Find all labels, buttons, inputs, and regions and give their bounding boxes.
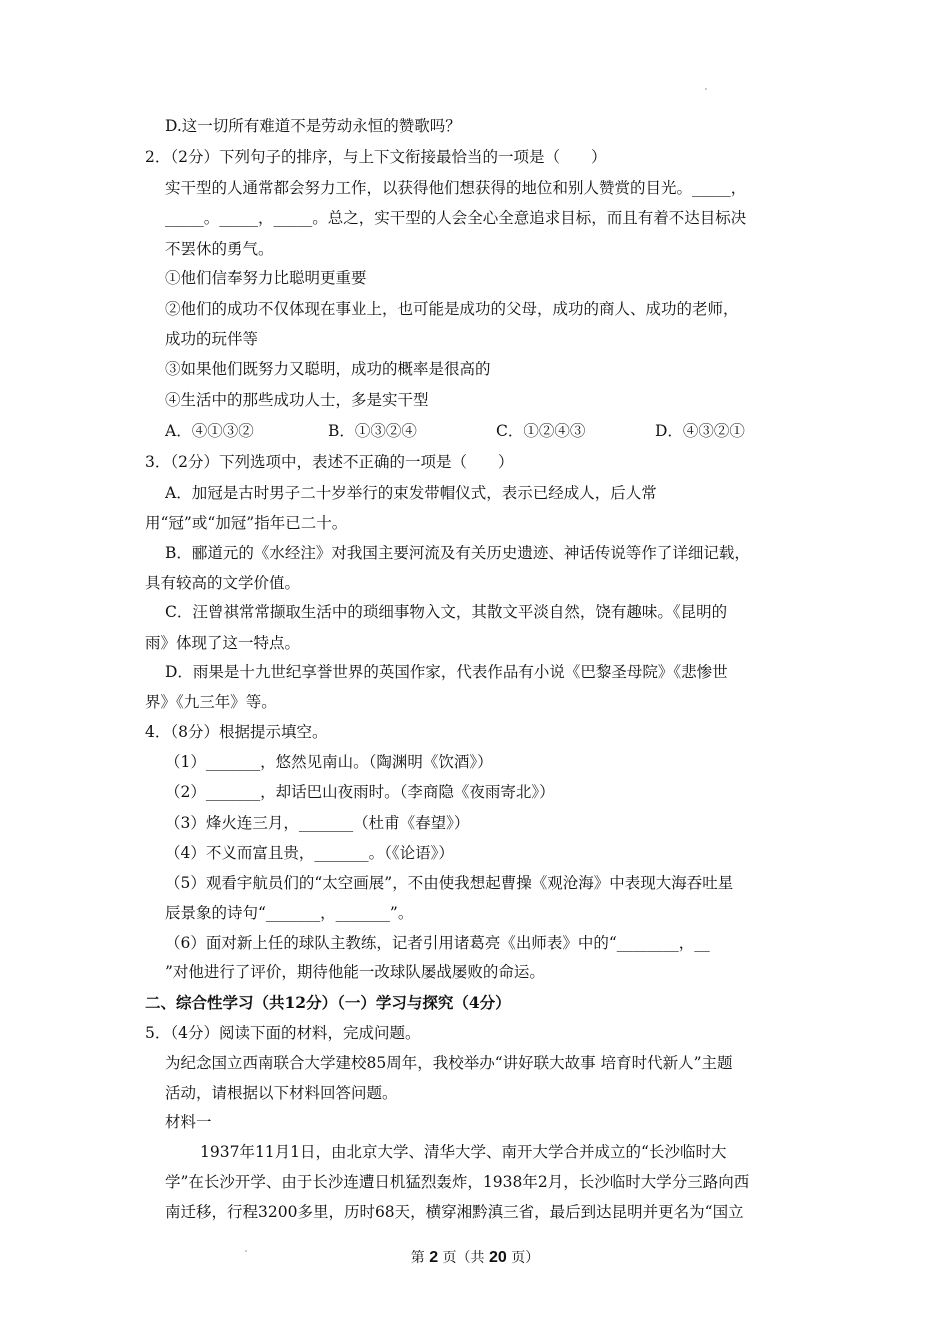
footer-page-number: 2 bbox=[429, 1249, 439, 1266]
q3-option-c: C．汪曾祺常常撷取生活中的琐细事物入文，其散文平淡自然，饶有趣味。《昆明的 bbox=[165, 603, 728, 621]
material-paragraph: 1937年11月1日，由北京大学、清华大学、南开大学合并成立的“长沙临时大 bbox=[200, 1143, 727, 1161]
q4-item-6-cont: ”对他进行了评价，期待他能一改球队屡战屡败的命运。 bbox=[165, 963, 545, 981]
q2-option-a: A．④①③② bbox=[165, 422, 254, 440]
footer-mid: 页（共 bbox=[442, 1250, 485, 1266]
q2-sentence-2: ②他们的成功不仅体现在事业上，也可能是成功的父母，成功的商人、成功的老师， bbox=[165, 300, 739, 318]
scan-speck bbox=[705, 88, 707, 90]
q2-option-d: D．④③②① bbox=[655, 422, 745, 440]
q3-option-a: A．加冠是古时男子二十岁举行的束发带帽仪式，表示已经成人，后人常 bbox=[165, 484, 657, 502]
q2-sentence-4: ④生活中的那些成功人士，多是实干型 bbox=[165, 391, 429, 409]
q3-option-c-cont: 雨》体现了这一特点。 bbox=[145, 634, 301, 652]
q4-item-6: （6）面对新上任的球队主教练，记者引用诸葛亮《出师表》中的“________，__ bbox=[165, 934, 710, 952]
q1-option-d: D.这一切所有难道不是劳动永恒的赞歌吗？ bbox=[165, 117, 461, 135]
q4-stem: 4．（8分）根据提示填空。 bbox=[145, 723, 328, 741]
q2-passage-line: 不罢休的勇气。 bbox=[165, 240, 274, 258]
q4-item-3: （3）烽火连三月，_______（杜甫《春望》） bbox=[165, 814, 470, 832]
q2-option-b: B．①③②④ bbox=[328, 422, 417, 440]
q2-sentence-3: ③如果他们既努力又聪明，成功的概率是很高的 bbox=[165, 360, 491, 378]
q5-stem: 5．（4分）阅读下面的材料，完成问题。 bbox=[145, 1024, 421, 1042]
q3-option-b: B．郦道元的《水经注》对我国主要河流及有关历史遗迹、神话传说等作了详细记载， bbox=[165, 544, 750, 562]
q4-item-1: （1）_______，悠然见南山。（陶渊明《饮酒》） bbox=[165, 753, 493, 771]
q2-stem: 2．（2分）下列句子的排序，与上下文衔接最恰当的一项是（ ） bbox=[145, 148, 607, 166]
scan-speck bbox=[245, 1250, 247, 1252]
q2-passage-line: _____。_____，_____。总之，实干型的人会全心全意追求目标，而且有着不达目标决 bbox=[165, 209, 747, 227]
q2-sentence-2-cont: 成功的玩伴等 bbox=[165, 330, 259, 348]
q2-option-c: C．①②④③ bbox=[496, 422, 586, 440]
q4-item-4: （4）不义而富且贵，_______。（《论语》） bbox=[165, 844, 454, 862]
material-paragraph: 南迁移，行程3200多里，历时68天，横穿湘黔滇三省，最后到达昆明并更名为“国立 bbox=[165, 1203, 744, 1221]
q4-item-5: （5）观看宇航员们的“太空画展”，不由使我想起曹操《观沧海》中表现大海吞吐星 bbox=[165, 874, 734, 892]
q3-option-a-cont: 用“冠”或“加冠”指年已二十。 bbox=[145, 514, 348, 532]
q5-intro-cont: 活动，请根据以下材料回答问题。 bbox=[165, 1084, 398, 1102]
footer-prefix: 第 bbox=[410, 1250, 425, 1266]
q5-intro: 为纪念国立西南联合大学建校85周年，我校举办“讲好联大故事 培育时代新人”主题 bbox=[165, 1054, 733, 1072]
q3-option-b-cont: 具有较高的文学价值。 bbox=[145, 574, 301, 592]
section-heading: 二、综合性学习（共12分）（一）学习与探究（4分） bbox=[145, 993, 511, 1012]
q2-sentence-1: ①他们信奉努力比聪明更重要 bbox=[165, 269, 367, 287]
q4-item-5-cont: 辰景象的诗句“_______，_______”。 bbox=[165, 904, 414, 922]
footer-total-pages: 20 bbox=[489, 1249, 507, 1266]
footer-suffix: 页） bbox=[511, 1250, 540, 1266]
material-label: 材料一 bbox=[165, 1113, 212, 1131]
q3-stem: 3．（2分）下列选项中，表述不正确的一项是（ ） bbox=[145, 453, 514, 471]
material-paragraph: 学”在长沙开学、由于长沙连遭日机猛烈轰炸，1938年2月，长沙临时大学分三路向西 bbox=[165, 1173, 750, 1191]
q3-option-d: D．雨果是十九世纪享誉世界的英国作家，代表作品有小说《巴黎圣母院》《悲惨世 bbox=[165, 663, 728, 681]
q3-option-d-cont: 界》《九三年》等。 bbox=[145, 693, 277, 711]
page-footer bbox=[0, 1248, 950, 1268]
q2-passage-line: 实干型的人通常都会努力工作，以获得他们想获得的地位和别人赞赏的目光。_____， bbox=[165, 179, 747, 197]
q4-item-2: （2）_______，却话巴山夜雨时。（李商隐《夜雨寄北》） bbox=[165, 783, 555, 801]
